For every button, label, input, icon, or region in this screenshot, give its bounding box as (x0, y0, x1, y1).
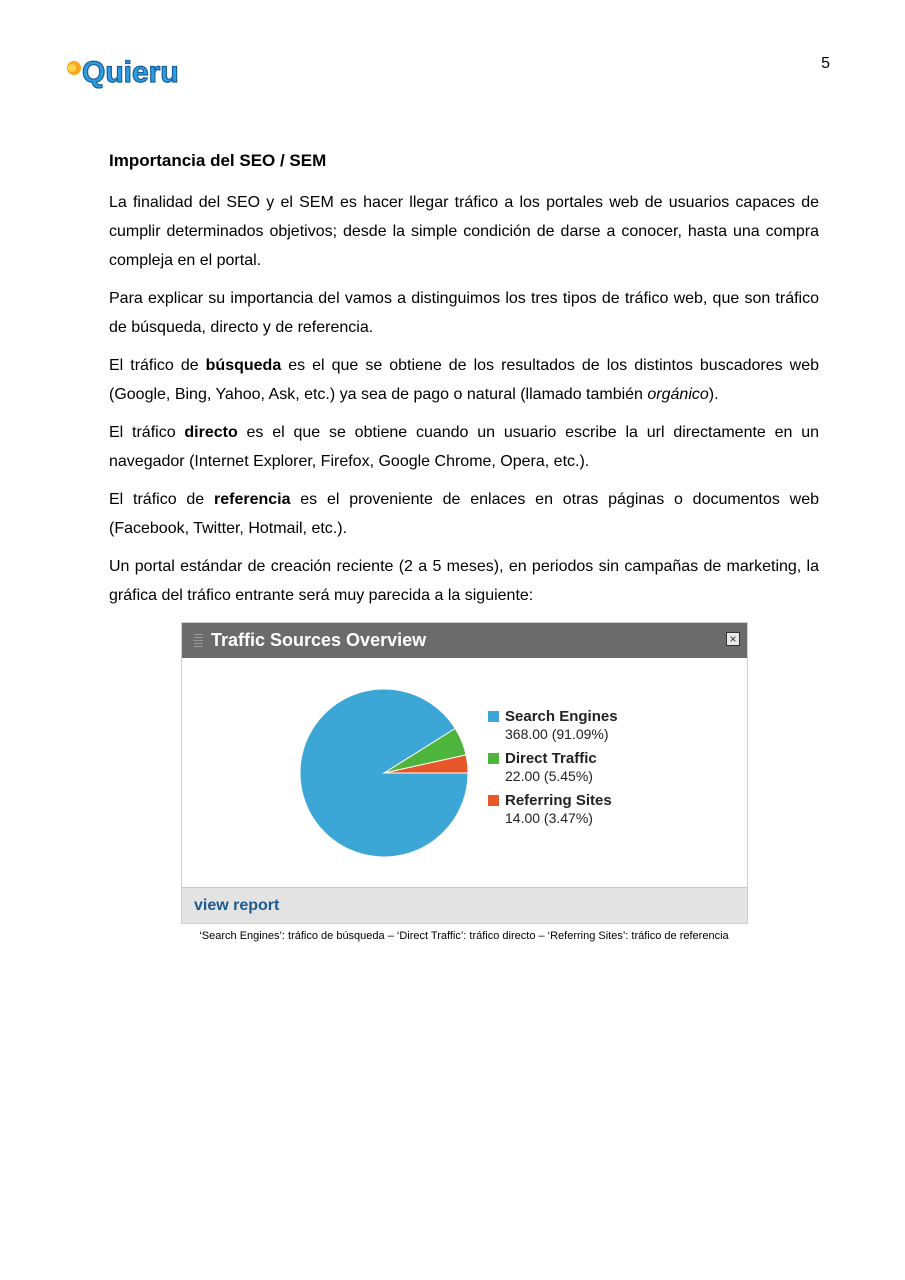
legend-swatch (488, 753, 499, 764)
legend-value: 22.00 (5.45%) (505, 768, 593, 784)
paragraph-busqueda: El tráfico de búsqueda es el que se obtiene de los resultados de los distintos buscadores web (Google, Bing, Yahoo, Ask, etc.) ya sea de pago o natural (llamado también orgánico). (109, 357, 819, 403)
view-report-link[interactable]: view report (194, 896, 280, 914)
legend-value: 368.00 (91.09%) (505, 726, 609, 742)
legend-item (488, 708, 618, 743)
paragraph-referencia: El tráfico de referencia es el proveniente de enlaces en otras páginas o documentos web (Facebook, Twitter, Hotmail, etc.). (109, 491, 819, 537)
widget-title: Traffic Sources Overview (211, 630, 427, 650)
widget-body (182, 658, 747, 888)
figure-caption: ‘Search Engines’: tráfico de búsqueda – ‘Direct Traffic’: tráfico directo – ‘Referring Sites’: tráfico de referencia (199, 930, 729, 942)
term-organico: orgánico (647, 386, 709, 403)
section-title: Importancia del SEO / SEM (109, 151, 327, 170)
widget-footer (182, 887, 747, 923)
quieru-logo (64, 50, 188, 96)
pie-chart (294, 683, 474, 863)
close-icon[interactable]: × (726, 632, 740, 646)
section-content (109, 148, 819, 619)
paragraph-finalidad: La finalidad del SEO y el SEM es hacer llegar tráfico a los portales web de usuarios capaces de cumplir determinados objetivos; desde la simple condición de darse a conocer, hasta una compra compleja en el portal. (109, 194, 819, 269)
chart-legend (488, 708, 618, 834)
logo-text: Quieru (82, 56, 179, 89)
paragraph-directo: El tráfico directo es el que se obtiene cuando un usuario escribe la url directamente en un navegador (Internet Explorer, Firefox, Google Chrome, Opera, etc.). (109, 424, 819, 470)
legend-item (488, 750, 618, 785)
term-referencia: referencia (213, 491, 291, 508)
traffic-sources-widget (181, 622, 748, 924)
legend-label: Direct Traffic (505, 750, 597, 767)
widget-header[interactable] (182, 623, 747, 658)
legend-label: Search Engines (505, 708, 618, 725)
drag-handle-icon[interactable] (194, 634, 203, 648)
page-number: 5 (821, 55, 830, 72)
term-directo: directo (184, 424, 238, 441)
paragraph-tipos: Para explicar su importancia del vamos a distinguimos los tres tipos de tráfico web, que son tráfico de búsqueda, directo y de referencia. (109, 290, 819, 336)
term-busqueda: búsqueda (205, 357, 282, 374)
legend-swatch (488, 795, 499, 806)
legend-swatch (488, 711, 499, 722)
legend-item (488, 792, 618, 827)
legend-label: Referring Sites (505, 792, 612, 809)
paragraph-portal: Un portal estándar de creación reciente (2 a 5 meses), en periodos sin campañas de marketing, la gráfica del tráfico entrante será muy parecida a la siguiente: (109, 558, 819, 604)
pie-slice-search-engines (300, 689, 468, 857)
legend-value: 14.00 (3.47%) (505, 810, 593, 826)
